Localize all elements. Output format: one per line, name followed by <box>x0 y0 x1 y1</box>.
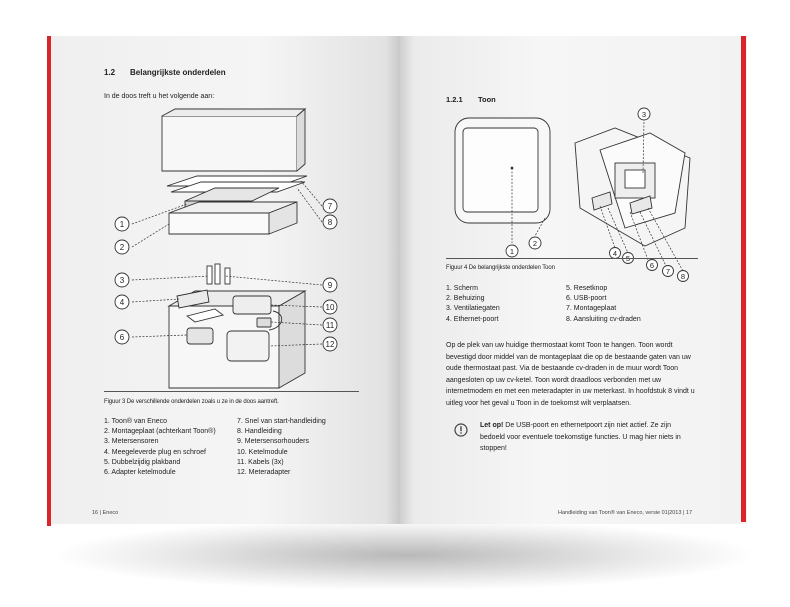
callout-label: 3 <box>119 276 125 285</box>
callout-label: 7 <box>665 267 671 276</box>
callout-label: 7 <box>327 202 333 211</box>
note-label: Let op! <box>480 422 504 429</box>
list-item: 4. Meegeleverde plug en schroef <box>104 448 206 456</box>
list-item: 3. Ventilatiegaten <box>446 305 500 313</box>
list-item: 3. Metersensoren <box>104 438 159 446</box>
list-item: 4. Ethernet-poort <box>446 315 499 323</box>
right-red-edge <box>741 36 746 522</box>
list-item: 7. Snel van start-handleiding <box>237 418 326 425</box>
list-item: 2. Montageplaat (achterkant Toon®) <box>104 428 216 436</box>
list-item: 7. Montageplaat <box>566 305 617 313</box>
list-item: 1. Scherm <box>446 285 478 292</box>
list-item: 9. Metersensorhouders <box>237 438 309 446</box>
list-item: 2. Behuizing <box>446 295 485 303</box>
callout-label: 12 <box>325 340 335 349</box>
note-block <box>480 420 690 455</box>
section-title: Belangrijkste onderdelen <box>130 68 226 77</box>
body-paragraph: Op de plek van uw huidige thermostaat komt Toon te hangen. Toon wordt bevestigd door middel van de montageplaat die op de bestaande gaten van uw oude thermostaat past. Via de bestaande cv-draden in de muur wordt Toon aangesloten op uw cv-ketel. Toon wordt draadloos verbonden met uw internetmodem en met een meteradapter in uw meterkast. In hoofdstuk 8 vindt u uitleg voor het geval u Toon in de toekomst wilt verplaatsen. <box>446 342 695 407</box>
callout-label: 9 <box>327 281 333 290</box>
intro-text: In de doos treft u het volgende aan: <box>104 93 215 100</box>
callout-label: 4 <box>612 249 618 258</box>
page-footer-left: 16 | Eneco <box>92 510 119 516</box>
callout-label: 11 <box>325 321 335 330</box>
page-footer-right: Handleiding van Toon® van Eneco, versie 01|2013 | 17 <box>558 510 693 516</box>
section-number: 1.2 <box>104 68 116 77</box>
list-item: 5. Resetknop <box>566 285 608 292</box>
callout-label: 2 <box>119 243 125 252</box>
caption-rule <box>104 391 359 392</box>
parts-list-col2 <box>237 417 367 478</box>
callout-label: 8 <box>680 272 686 281</box>
list-item: 1. Toon® van Eneco <box>104 418 168 425</box>
book-shadow <box>60 520 750 590</box>
callout-label: 4 <box>119 298 125 307</box>
list-item: 6. USB-poort <box>566 295 607 303</box>
callout-label: 8 <box>327 218 333 227</box>
parts-list-col1 <box>104 417 239 478</box>
list-item: 11. Kabels (3x) <box>237 458 284 466</box>
subsection-number: 1.2.1 <box>446 95 463 104</box>
callout-label: 3 <box>641 110 647 119</box>
list-item: 5. Dubbelzijdig plakband <box>104 458 181 466</box>
list-item: 6. Adapter ketelmodule <box>104 469 176 477</box>
callout-label: 1 <box>509 247 515 256</box>
subsection-title: Toon <box>478 95 496 104</box>
list-item: 10. Ketelmodule <box>237 448 288 456</box>
list-item: 8. Handleiding <box>237 428 282 436</box>
note-text: De USB-poort en ethernetpoort zijn niet actief. Ze zijn bedoeld voor eventuele toekomstige functies. U mag hier niets in stoppen! <box>480 422 681 452</box>
callout-label: 6 <box>119 333 125 342</box>
list-item: 8. Aansluiting cv-draden <box>566 315 641 323</box>
list-item: 12. Meteradapter <box>237 469 291 477</box>
caption-rule <box>446 258 698 259</box>
callout-label: 6 <box>649 261 655 270</box>
figure-caption: Figuur 4 De belangrijkste onderdelen Toon <box>446 265 555 271</box>
figure-caption: Figuur 3 De verschillende onderdelen zoals u ze in de doos aantreft. <box>104 399 279 405</box>
left-page <box>47 36 400 524</box>
callout-label: 10 <box>325 303 335 312</box>
callout-label: 1 <box>119 220 125 229</box>
toon-parts-col1 <box>446 284 566 325</box>
callout-label: 2 <box>532 239 538 248</box>
left-red-edge <box>47 36 51 526</box>
right-page <box>400 36 747 524</box>
warning-icon <box>454 423 468 437</box>
exploded-parts-diagram <box>47 106 400 396</box>
toon-parts-col2 <box>566 284 696 325</box>
